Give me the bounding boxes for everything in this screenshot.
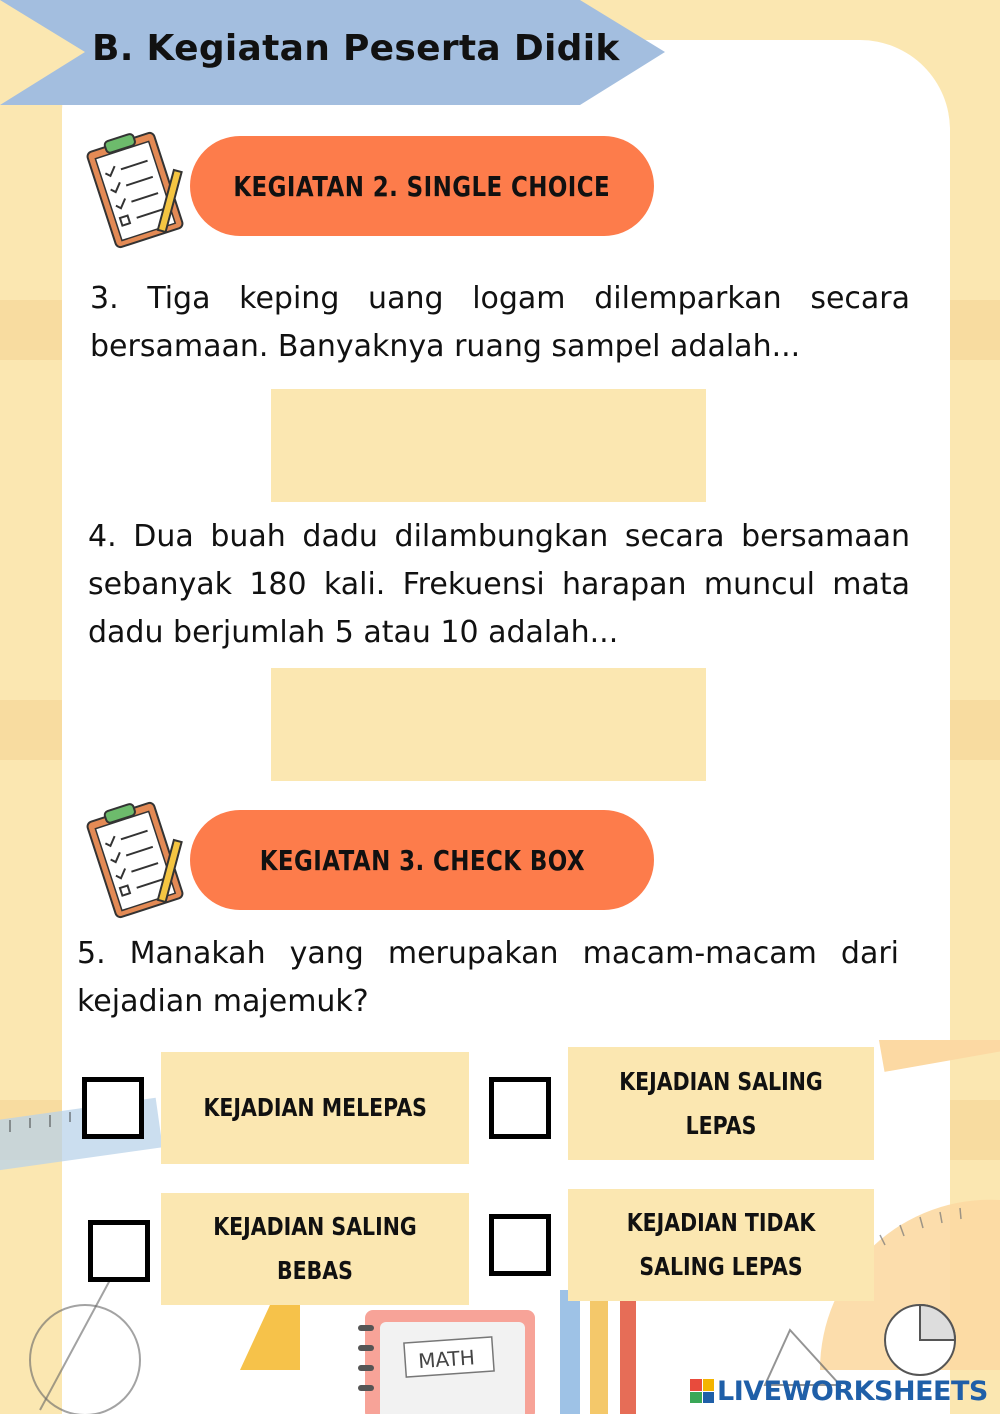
math-book-label: MATH	[417, 1345, 476, 1374]
checkbox-option-2[interactable]	[489, 1077, 551, 1139]
question-3-text: 3. Tiga keping uang logam dilemparkan secara bersamaan. Banyaknya ruang sampel adalah...	[90, 281, 910, 364]
clipboard-checklist-icon	[80, 130, 190, 250]
page-title: B. Kegiatan Peserta Didik	[92, 28, 620, 69]
checkbox-option-4[interactable]	[489, 1214, 551, 1276]
option-kejadian-saling-bebas: KEJADIAN SALING BEBAS	[161, 1193, 469, 1305]
section-title-check-box: KEGIATAN 3. CHECK BOX	[190, 810, 654, 910]
answer-field-question-4[interactable]	[271, 668, 706, 781]
checkbox-option-3[interactable]	[88, 1220, 150, 1282]
liveworksheets-logo-icon	[690, 1379, 714, 1403]
clipboard-checklist-icon	[80, 800, 190, 920]
section-title-single-choice: KEGIATAN 2. SINGLE CHOICE	[190, 136, 654, 236]
question-4-text: 4. Dua buah dadu dilambungkan secara bersamaan sebanyak 180 kali. Frekuensi harapan muncul mata dadu berjumlah 5 atau 10 adalah...	[88, 519, 910, 650]
answer-field-question-3[interactable]	[271, 389, 706, 502]
option-kejadian-tidak-saling-lepas: KEJADIAN TIDAK SALING LEPAS	[568, 1189, 874, 1301]
watermark-text: LIVEWORKSHEETS	[717, 1375, 988, 1407]
option-kejadian-melepas: KEJADIAN MELEPAS	[161, 1052, 469, 1164]
checkbox-option-1[interactable]	[82, 1077, 144, 1139]
liveworksheets-watermark	[690, 1374, 988, 1408]
option-kejadian-saling-lepas: KEJADIAN SALING LEPAS	[568, 1047, 874, 1160]
question-5-text: 5. Manakah yang merupakan macam-macam dari kejadian majemuk?	[77, 936, 899, 1019]
